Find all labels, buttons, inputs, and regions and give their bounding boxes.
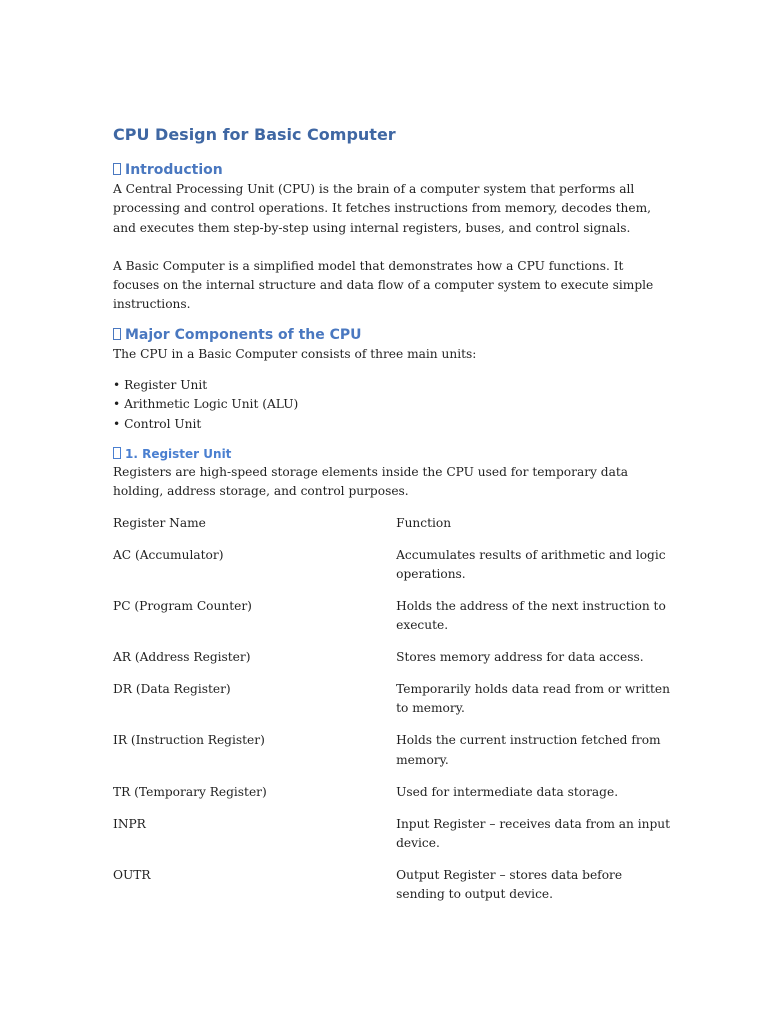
list-item: • Register Unit: [113, 378, 208, 393]
table-row: [113, 815, 673, 866]
register-name-cell: TR (Temporary Register): [113, 784, 267, 799]
register-name-cell: PC (Program Counter): [113, 598, 252, 613]
table-row: [113, 648, 673, 680]
components-heading-text: Major Components of the CPU: [125, 326, 362, 343]
introduction-heading-text: Introduction: [125, 162, 223, 178]
register-function-cell: Output Register – stores data before sending to output device.: [396, 867, 623, 902]
register-function-cell: Holds the current instruction fetched from memory.: [396, 733, 661, 767]
missing-glyph-icon: [113, 328, 121, 340]
list-item: • Control Unit: [113, 416, 202, 431]
register-unit-heading: [113, 445, 673, 463]
table-header-row: [113, 514, 673, 546]
register-name-cell: INPR: [113, 816, 146, 831]
register-unit-heading-text: 1. Register Unit: [125, 446, 232, 461]
register-name-cell: OUTR: [113, 867, 151, 882]
table-row: [113, 866, 673, 917]
register-function-cell: Temporarily holds data read from or written to memory.: [396, 682, 670, 716]
list-item: • Arithmetic Logic Unit (ALU): [113, 397, 299, 412]
column-header-name: Register Name: [113, 515, 206, 530]
introduction-heading: [113, 160, 673, 180]
register-function-cell: Accumulates results of arithmetic and logic operations.: [396, 547, 666, 581]
components-list: [113, 376, 673, 434]
introduction-paragraph-2: A Basic Computer is a simplified model that demonstrates how a CPU functions. It focuses on the internal structure and data flow of a computer system to execute simple instructions.: [113, 258, 654, 312]
table-row: [113, 680, 673, 731]
table-row: [113, 546, 673, 597]
register-unit-description: Registers are high-speed storage elements inside the CPU used for temporary data holding, address storage, and control purposes.: [113, 464, 629, 499]
document-body: [113, 124, 673, 917]
register-name-cell: DR (Data Register): [113, 682, 231, 697]
table-row: [113, 597, 673, 648]
register-function-cell: Holds the address of the next instruction to execute.: [396, 598, 666, 633]
register-function-cell: Used for intermediate data storage.: [396, 784, 619, 799]
introduction-paragraph-1: A Central Processing Unit (CPU) is the brain of a computer system that performs all processing and control operations. It fetches instructions from memory, decodes them, and executes them step-by-step using internal registers, buses, and control signals.: [113, 182, 652, 235]
register-function-cell: Input Register – receives data from an input device.: [396, 816, 671, 850]
document-title: CPU Design for Basic Computer: [113, 125, 396, 144]
register-function-cell: Stores memory address for data access.: [396, 650, 644, 665]
column-header-function: Function: [396, 515, 452, 530]
register-name-cell: AC (Accumulator): [113, 547, 224, 562]
components-intro: The CPU in a Basic Computer consists of three main units:: [113, 346, 477, 361]
table-row: [113, 783, 673, 815]
table-row: [113, 731, 673, 782]
missing-glyph-icon: [113, 447, 121, 459]
register-name-cell: AR (Address Register): [113, 650, 251, 665]
register-table: [113, 514, 673, 918]
register-name-cell: IR (Instruction Register): [113, 733, 265, 748]
components-heading: [113, 325, 673, 345]
missing-glyph-icon: [113, 163, 121, 175]
